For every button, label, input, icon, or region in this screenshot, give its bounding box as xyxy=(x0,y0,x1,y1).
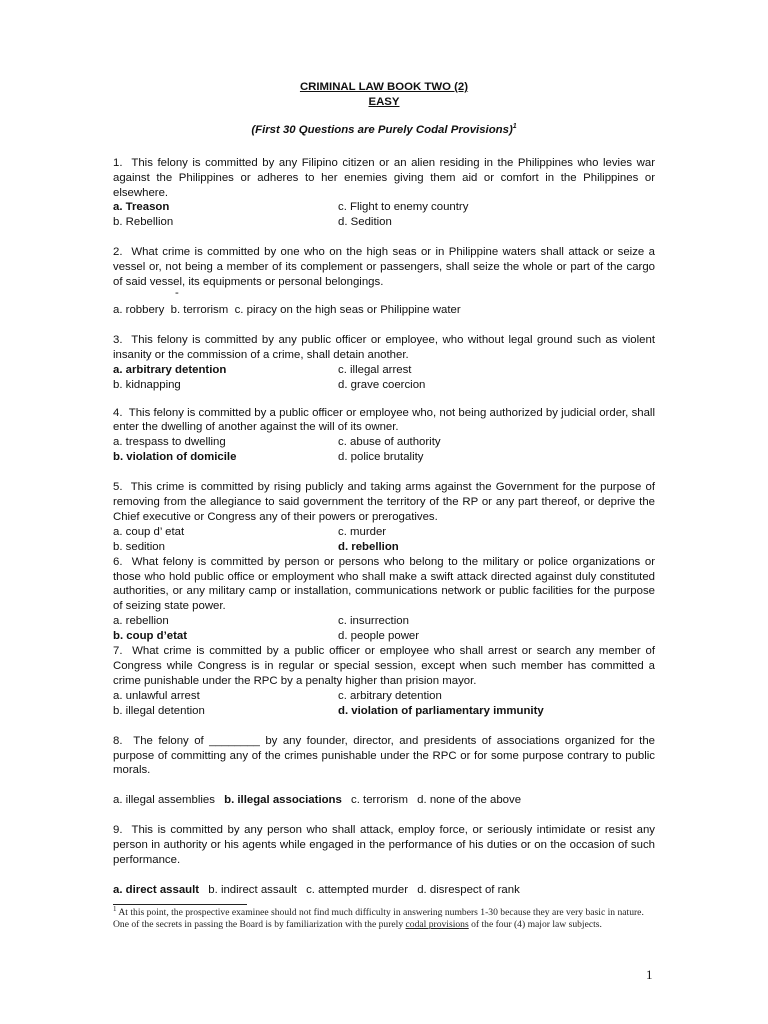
question-number: 7. xyxy=(113,645,123,658)
answer-choices-inline xyxy=(113,793,655,808)
footnote-marker: 1 xyxy=(113,904,117,913)
choice-c[interactable]: c. insurrection xyxy=(338,615,409,628)
question-number: 6. xyxy=(113,555,123,568)
footnote xyxy=(113,904,653,931)
choice-d[interactable]: d. disrespect of rank xyxy=(417,883,520,896)
question-2 xyxy=(113,245,655,318)
answer-choices xyxy=(113,525,655,555)
page-number: 1 xyxy=(646,967,653,982)
answer-choices xyxy=(113,363,655,393)
question-number: 3. xyxy=(113,333,123,346)
document-body xyxy=(113,80,655,898)
choice-b[interactable]: b. sedition xyxy=(113,540,165,553)
question-6 xyxy=(113,555,655,644)
answer-choices xyxy=(113,435,655,465)
question-stem xyxy=(113,245,655,290)
choice-d[interactable]: d. grave coercion xyxy=(338,378,426,391)
question-text: This crime is committed by rising publicly and taking arms against the Government for the purpose of removing from the allegiance to said government the territory of the RP or any part thereof, or deprive the Chief executive or Congress any of their powers or prerogatives. xyxy=(113,481,655,523)
choice-c[interactable]: c. piracy on the high seas or Philippine water xyxy=(234,303,461,316)
choice-b[interactable]: b. terrorism xyxy=(170,303,229,316)
choice-a[interactable]: a. illegal assemblies xyxy=(113,794,215,807)
choice-c[interactable]: c. illegal arrest xyxy=(338,363,412,376)
choice-b[interactable]: b. violation of domicile xyxy=(113,451,237,464)
question-stem xyxy=(113,555,655,615)
choice-d[interactable]: d. people power xyxy=(338,630,420,643)
footnote-text: At this point, the prospective examinee should not find much difficulty in answering numbers 1-30 because they are very basic in nature. One of the secrets in passing the Board is by familiarization with the purely xyxy=(113,907,644,930)
difficulty-level: EASY xyxy=(368,95,400,108)
choice-c[interactable]: c. abuse of authority xyxy=(338,436,441,449)
question-number: 8. xyxy=(113,734,123,747)
question-stem xyxy=(113,480,655,525)
choice-b[interactable]: b. indirect assault xyxy=(208,883,297,896)
question-stem xyxy=(113,644,655,689)
question-number: 5. xyxy=(113,481,123,494)
answer-choices xyxy=(113,689,655,719)
footnote-reference[interactable]: 1 xyxy=(512,123,517,131)
answer-choices xyxy=(113,200,655,230)
question-5 xyxy=(113,480,655,555)
choice-b[interactable]: b. Rebellion xyxy=(113,216,174,229)
question-text: This felony is committed by any public officer or employee, who without legal ground such as violent insanity or the commission of a crime, shall detain another. xyxy=(113,333,655,361)
answer-choices-inline xyxy=(113,883,655,898)
choice-d[interactable]: d. none of the above xyxy=(417,794,522,807)
question-text: The felony of ________ by any founder, director, and presidents of associations organized for the purpose of committing any of the crimes punishable under the RPC or for some purpose contrary to public morals. xyxy=(113,734,655,777)
question-3 xyxy=(113,333,655,393)
question-stem xyxy=(113,734,655,779)
question-stem xyxy=(113,823,655,868)
choice-c[interactable]: c. terrorism xyxy=(351,794,408,807)
choice-d[interactable]: d. police brutality xyxy=(338,451,424,464)
question-number: 1. xyxy=(113,156,123,169)
footnote-text-end: of the four (4) major law subjects. xyxy=(468,919,602,930)
page-title: CRIMINAL LAW BOOK TWO (2) xyxy=(299,81,469,93)
question-text: This is committed by any person who shall attack, employ force, or seriously intimidate or resist any person in authority or his agents while engaged in the performance of his duties or on the occasion of such performance. xyxy=(113,824,656,867)
question-stem xyxy=(113,406,655,436)
choice-d[interactable]: d. Sedition xyxy=(338,216,392,229)
question-stem xyxy=(113,333,655,363)
question-text: What crime is committed by a public officer or employee who shall arrest or search any member of Congress while Congress is in regular or special session, except when such member has committed a crime punishable under the RPC by a penalty higher than prision mayor. xyxy=(113,645,655,687)
question-text: This felony is committed by a public officer or employee who, not being authorized by judicial order, shall enter the dwelling of another against the will of its owner. xyxy=(113,406,655,434)
choice-c[interactable]: c. arbitrary detention xyxy=(338,689,442,702)
choice-a[interactable]: a. robbery xyxy=(113,303,165,316)
choice-c[interactable]: c. attempted murder xyxy=(306,883,409,896)
choice-a[interactable]: a. arbitrary detention xyxy=(113,363,227,376)
choice-a[interactable]: a. trespass to dwelling xyxy=(113,436,226,449)
question-number: 2. xyxy=(113,246,123,259)
choice-a[interactable]: a. Treason xyxy=(113,201,170,214)
choice-b[interactable]: b. illegal detention xyxy=(113,704,205,717)
choice-c[interactable]: c. Flight to enemy country xyxy=(338,201,469,214)
question-7 xyxy=(113,644,655,719)
choice-a[interactable]: a. rebellion xyxy=(113,615,169,628)
choice-d[interactable]: d. violation of parliamentary immunity xyxy=(338,704,544,717)
choice-d[interactable]: d. rebellion xyxy=(338,540,399,553)
question-4 xyxy=(113,406,655,466)
stray-mark: - xyxy=(175,286,179,299)
question-number: 4. xyxy=(113,406,123,419)
question-9 xyxy=(113,823,655,898)
choice-b[interactable]: b. illegal associations xyxy=(224,794,342,807)
choice-c[interactable]: c. murder xyxy=(338,525,387,538)
question-text: This felony is committed by any Filipino citizen or an alien residing in the Philippines who levies war against the Philippines or adheres to her enemies giving them aid or comfort in the Philippines or elsewhere. xyxy=(113,156,655,199)
choice-a[interactable]: a. coup d’ etat xyxy=(113,525,185,538)
subtitle-text: (First 30 Questions are Purely Codal Provisions) xyxy=(251,123,513,136)
page-subtitle xyxy=(113,123,655,138)
choice-a[interactable]: a. direct assault xyxy=(113,883,200,896)
footnote-underlined-text: codal provisions xyxy=(405,919,469,930)
footnote-divider xyxy=(113,904,247,905)
question-text: What crime is committed by one who on the high seas or in Philippine waters shall attack or seize a vessel or, not being a member of its complement or passengers, shall seize the whole or part of the cargo of said vessel, its equipments or personal belongings. xyxy=(113,246,655,289)
answer-choices-inline xyxy=(113,303,655,318)
answer-choices xyxy=(113,614,655,644)
question-number: 9. xyxy=(113,824,123,837)
question-1 xyxy=(113,156,655,231)
choice-b[interactable]: b. coup d’etat xyxy=(113,630,188,643)
choice-a[interactable]: a. unlawful arrest xyxy=(113,689,200,702)
question-8 xyxy=(113,734,655,809)
choice-b[interactable]: b. kidnapping xyxy=(113,378,181,391)
question-stem xyxy=(113,156,655,201)
question-text: What felony is committed by person or persons who belong to the military or police organizations or those who hold public office or employment who shall make a swift attack directed against duly constituted authorities, or any military camp or installation, communications network or public facilities for the purpose of seizing state power. xyxy=(113,555,655,613)
